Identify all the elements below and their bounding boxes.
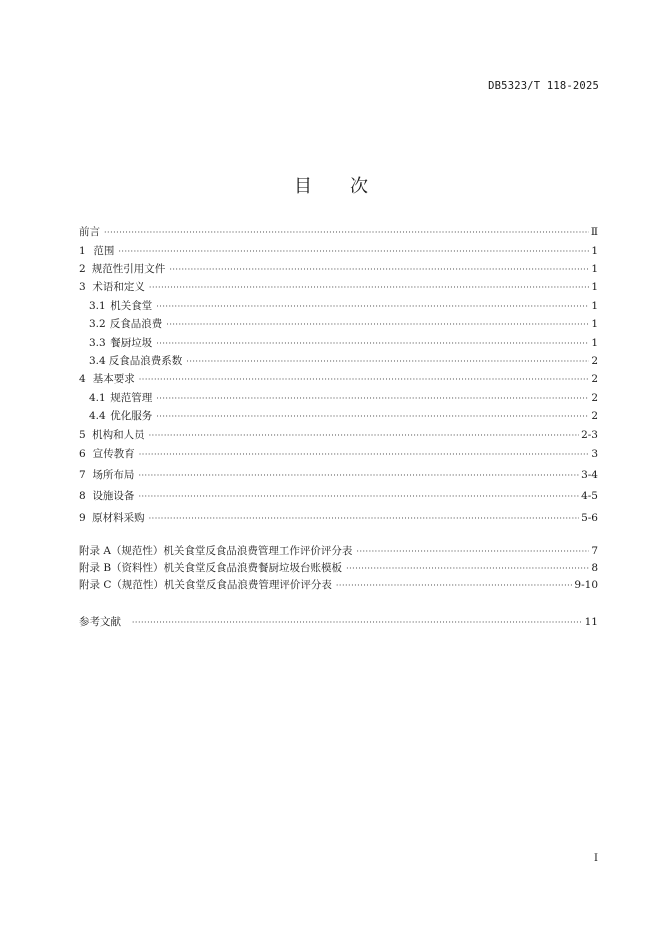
toc-entry-bibliography[interactable] [79,615,598,629]
toc-leader-dots [156,392,589,406]
toc-entry-4-1[interactable] [89,391,598,405]
toc-entry-label: 参考文献 [79,616,121,628]
toc-leader-dots [138,469,579,483]
toc-entry-label: 餐厨垃圾 [110,337,153,349]
toc-entry-page: 2 [591,392,598,404]
toc-entry-9[interactable] [79,511,598,525]
toc-leader-dots [356,545,589,559]
document-code: DB5323/T 118-2025 [488,80,599,92]
toc-entry-page: 2 [591,355,598,367]
toc-entry-number: 1 [79,245,86,257]
toc-entry-number: 4.1 [89,392,106,404]
toc-entry-label: 术语和定义 [92,281,145,293]
toc-leader-dots [149,429,579,443]
toc-leader-dots [118,245,589,259]
toc-entry-number: 附录 C（规范性） [79,579,164,591]
toc-entry-page: 1 [591,318,598,330]
toc-entry-label: 规范管理 [110,392,153,404]
toc-entry-7[interactable] [79,468,598,482]
toc-entry-page: 9-10 [574,579,598,591]
toc-entry-label: 规范性引用文件 [91,263,166,275]
toc-entry-page: 2-3 [581,429,598,441]
toc-entry-label: 前言 [79,226,100,238]
toc-entry-number: 附录 A（规范性） [79,545,164,557]
toc-title-char-2: 次 [350,176,368,197]
toc-entry-page: 2 [591,410,598,422]
toc-entry-label: 机关食堂反食品浪费管理工作评价评分表 [163,545,353,557]
toc-entry-page: 1 [591,300,598,312]
toc-entry-label: 基本要求 [92,373,135,385]
toc-entry-label: 场所布局 [92,469,135,481]
toc-entry-number: 3.1 [89,300,106,312]
toc-entry-number: 7 [79,469,86,481]
toc-entry-page: 11 [584,616,598,628]
toc-entry-page: 8 [591,562,598,574]
toc-entry-label: 机关食堂反食品浪费餐厨垃圾台账模板 [163,562,343,574]
toc-entry-page: 4-5 [581,490,598,502]
toc-leader-dots [149,512,579,526]
toc-entry-label: 范围 [93,245,115,257]
toc-leader-dots [139,448,590,462]
toc-entry-number: 5 [79,429,86,441]
toc-entry-label: 原材料采购 [92,512,145,524]
toc-entry-number: 4.4 [89,410,106,422]
page-number: I [594,853,598,864]
toc-entry-4[interactable] [79,372,598,386]
toc-entry-3-4[interactable] [89,354,598,368]
toc-entry-appendix-b[interactable] [79,561,598,575]
toc-leader-dots [149,281,589,295]
toc-leader-dots [139,373,590,387]
toc-entry-number: 3.2 [89,318,106,330]
toc-entry-page: 1 [591,281,598,293]
toc-title [0,172,662,198]
toc-entry-2[interactable] [79,262,598,276]
toc-entry-label: 机关食堂 [110,300,153,312]
toc-entry-label: 反食品浪费 [109,318,163,330]
toc-entry-3-1[interactable] [89,299,598,313]
toc-entry-page: 7 [591,545,598,557]
toc-title-char-1: 目 [294,176,312,197]
toc-entry-label: 设施设备 [92,490,135,502]
toc-entry-page: 1 [591,245,598,257]
toc-entry-number: 3.3 [89,337,106,349]
toc-leader-dots [138,490,579,504]
toc-entry-page: 5-6 [581,512,598,524]
toc-entry-3[interactable] [79,280,598,294]
toc-entry-page: 1 [591,337,598,349]
toc-leader-dots [132,616,583,630]
toc-entry-number: 4 [79,373,86,385]
toc-entry-number: 8 [79,490,86,502]
toc-entry-foreword[interactable] [79,225,598,239]
toc-entry-page: 2 [591,373,598,385]
toc-entry-6[interactable] [79,447,598,461]
toc-leader-dots [336,579,573,593]
toc-leader-dots [104,226,589,240]
toc-leader-dots [156,410,589,424]
toc-leader-dots [186,355,589,369]
toc-entry-1[interactable] [79,244,598,258]
toc-leader-dots [156,337,589,351]
toc-entry-label: 机关食堂反食品浪费管理评价评分表 [163,579,332,591]
toc-entry-page: 3-4 [581,469,598,481]
toc-leader-dots [156,300,589,314]
toc-leader-dots [166,318,589,332]
toc-entry-5[interactable] [79,428,598,442]
toc-entry-appendix-a[interactable] [79,544,598,558]
toc-entry-appendix-c[interactable] [79,578,598,592]
toc-entry-number: 6 [79,448,86,460]
toc-entry-4-4[interactable] [89,409,598,423]
toc-leader-dots [346,562,589,576]
toc-entry-3-2[interactable] [89,317,598,331]
toc-entry-label: 优化服务 [110,410,153,422]
toc-entry-number: 9 [79,512,86,524]
toc-entry-label: 机构和人员 [92,429,145,441]
toc-entry-page: 1 [591,263,598,275]
toc-entry-number: 2 [79,263,86,275]
toc-entry-label: 反食品浪费系数 [108,355,183,367]
toc-entry-number: 附录 B（资料性） [79,562,164,574]
toc-entry-number: 3.4 [89,355,106,367]
toc-entry-page: 3 [591,448,598,460]
toc-leader-dots [169,263,589,277]
toc-entry-label: 宣传教育 [92,448,135,460]
toc-entry-page: Ⅱ [590,226,598,238]
toc-entry-number: 3 [79,281,86,293]
toc-entry-3-3[interactable] [89,336,598,350]
toc-entry-8[interactable] [79,489,598,503]
